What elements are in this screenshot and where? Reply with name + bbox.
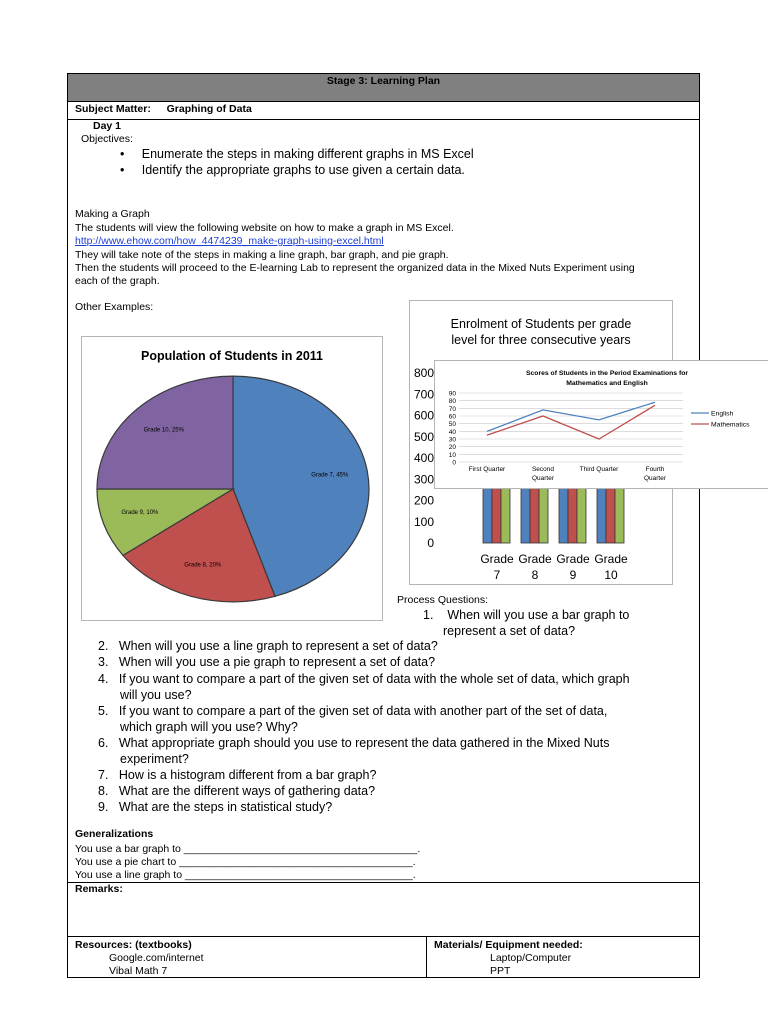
pie-slice-label: Grade 8, 20%: [184, 562, 222, 569]
subject-label: Subject Matter:: [75, 103, 151, 115]
column-divider: [426, 937, 427, 978]
line-y-tick: 30: [448, 436, 456, 444]
bar-category-label: 7: [493, 568, 501, 582]
resource-item: Google.com/internet: [109, 952, 204, 964]
process-question: 3. When will you use a pie graph to represent a set of data?: [98, 655, 436, 669]
line-category-label: Fourth: [645, 466, 665, 473]
pie-chart-title: Population of Students in 2011: [141, 349, 323, 363]
line-y-tick: 20: [448, 444, 456, 452]
resources-row: [68, 936, 699, 978]
material-item: Laptop/Computer: [490, 952, 572, 964]
bar-category-label: Grade: [518, 552, 552, 566]
making-graph-line: They will take note of the steps in making a line graph, bar graph, and pie graph.: [75, 249, 449, 261]
process-question: 6. What appropriate graph should you use to represent the data gathered in the Mixed Nuts: [98, 736, 610, 750]
pie-slice-label: Grade 7, 45%: [311, 472, 349, 479]
stage-header: Stage 3: Learning Plan: [68, 74, 699, 102]
line-y-tick: 90: [448, 390, 456, 398]
subject-value: Graphing of Data: [166, 103, 252, 115]
pie-chart-svg: [82, 337, 382, 620]
pie-chart: [81, 336, 383, 621]
line-y-tick: 0: [452, 459, 456, 467]
making-graph-line: The students will view the following website on how to make a graph in MS Excel.: [75, 222, 454, 234]
line-category-label: Quarter: [643, 475, 667, 482]
process-question-cont: experiment?: [120, 752, 189, 766]
bar-y-tick: 400: [413, 451, 434, 465]
bar-category-label: Grade: [556, 552, 590, 566]
generalization-line: You use a bar graph to ________________________________________.: [75, 843, 421, 855]
legend-label: English: [711, 410, 734, 418]
process-question-cont: represent a set of data?: [443, 624, 576, 638]
bar-chart-title: level for three consecutive years: [451, 333, 631, 347]
process-question: 1. When will you use a bar graph to: [423, 608, 630, 622]
legend-label: Mathematics: [711, 421, 750, 429]
line-category-label: Quarter: [531, 475, 555, 482]
process-question: 4. If you want to compare a part of the given set of data with the whole set of data, which graph: [98, 672, 630, 686]
pie-slice-label: Grade 9, 10%: [121, 510, 159, 517]
objectives-label: Objectives:: [81, 133, 133, 145]
other-examples-label: Other Examples:: [75, 301, 154, 313]
bar-y-tick: 0: [427, 536, 434, 550]
line-chart-title: Scores of Students in the Period Examinations for: [525, 370, 689, 377]
line-chart-svg: [435, 361, 768, 488]
process-questions-label: Process Questions:: [397, 594, 489, 606]
process-question: 8. What are the different ways of gathering data?: [98, 784, 376, 798]
making-graph-title: Making a Graph: [75, 208, 150, 220]
resource-item: Vibal Math 7: [109, 965, 168, 977]
line-y-tick: 40: [448, 428, 456, 436]
line-chart-title: Mathematics and English: [566, 380, 648, 387]
bar-chart-title: Enrolment of Students per grade: [450, 317, 632, 331]
bar-category-label: Grade: [480, 552, 514, 566]
bar-y-tick: 200: [413, 493, 434, 508]
bar-category-label: 8: [531, 568, 539, 582]
pie-slice-label: Grade 10, 25%: [143, 427, 184, 434]
bar-y-tick: 100: [413, 514, 434, 529]
line-category-label: First Quarter: [468, 466, 506, 473]
line-category-label: Third Quarter: [579, 466, 619, 473]
making-graph-line: each of the graph.: [75, 275, 160, 287]
process-question: 2. When will you use a line graph to represent a set of data?: [98, 639, 438, 653]
objective-item: • Enumerate the steps in making different graphs in MS Excel: [120, 147, 474, 161]
making-graph-line: Then the students will proceed to the E-learning Lab to represent the organized data in the Mixed Nuts Experiment using: [75, 262, 635, 274]
process-question-cont: will you use?: [120, 688, 192, 702]
resources-label: Resources: (textbooks): [75, 939, 192, 951]
process-question: 5. If you want to compare a part of the given set of data with another part of the set of data,: [98, 704, 608, 718]
generalizations-title: Generalizations: [75, 828, 154, 840]
process-question: 7. How is a histogram different from a bar graph?: [98, 768, 377, 782]
line-y-tick: 50: [448, 421, 456, 429]
bar-y-tick: 700: [413, 387, 434, 402]
day-label: Day 1: [93, 120, 122, 132]
bar-category-label: 9: [569, 568, 577, 582]
bar-category-label: Grade: [594, 552, 628, 566]
generalization-line: You use a line graph to _______________________________________.: [75, 869, 416, 881]
process-question: 9. What are the steps in statistical study?: [98, 800, 333, 814]
bar-y-tick: 500: [413, 429, 434, 444]
objective-item: • Identify the appropriate graphs to use given a certain data.: [120, 163, 465, 177]
bar-y-tick: 800: [413, 366, 434, 380]
materials-label: Materials/ Equipment needed:: [434, 939, 583, 951]
learning-plan-table: [67, 73, 750, 978]
line-y-tick: 80: [448, 398, 456, 406]
process-question-cont: which graph will you use? Why?: [120, 720, 298, 734]
bar-y-tick: 600: [413, 408, 434, 423]
line-y-tick: 10: [448, 451, 456, 459]
line-category-label: Second: [531, 466, 555, 473]
ehow-link[interactable]: http://www.ehow.com/how_4474239_make-graph-using-excel.html: [75, 235, 384, 247]
bar-category-label: 10: [604, 568, 618, 582]
remarks-label: Remarks:: [75, 883, 123, 895]
bar-y-tick: 300: [413, 472, 434, 487]
subject-matter-row: [68, 101, 699, 120]
line-y-tick: 60: [448, 413, 456, 421]
generalization-line: You use a pie chart to ________________________________________.: [75, 856, 416, 868]
remarks-row: [68, 882, 699, 939]
line-y-tick: 70: [448, 405, 456, 413]
material-item: PPT: [490, 965, 511, 977]
line-chart: [434, 360, 768, 489]
